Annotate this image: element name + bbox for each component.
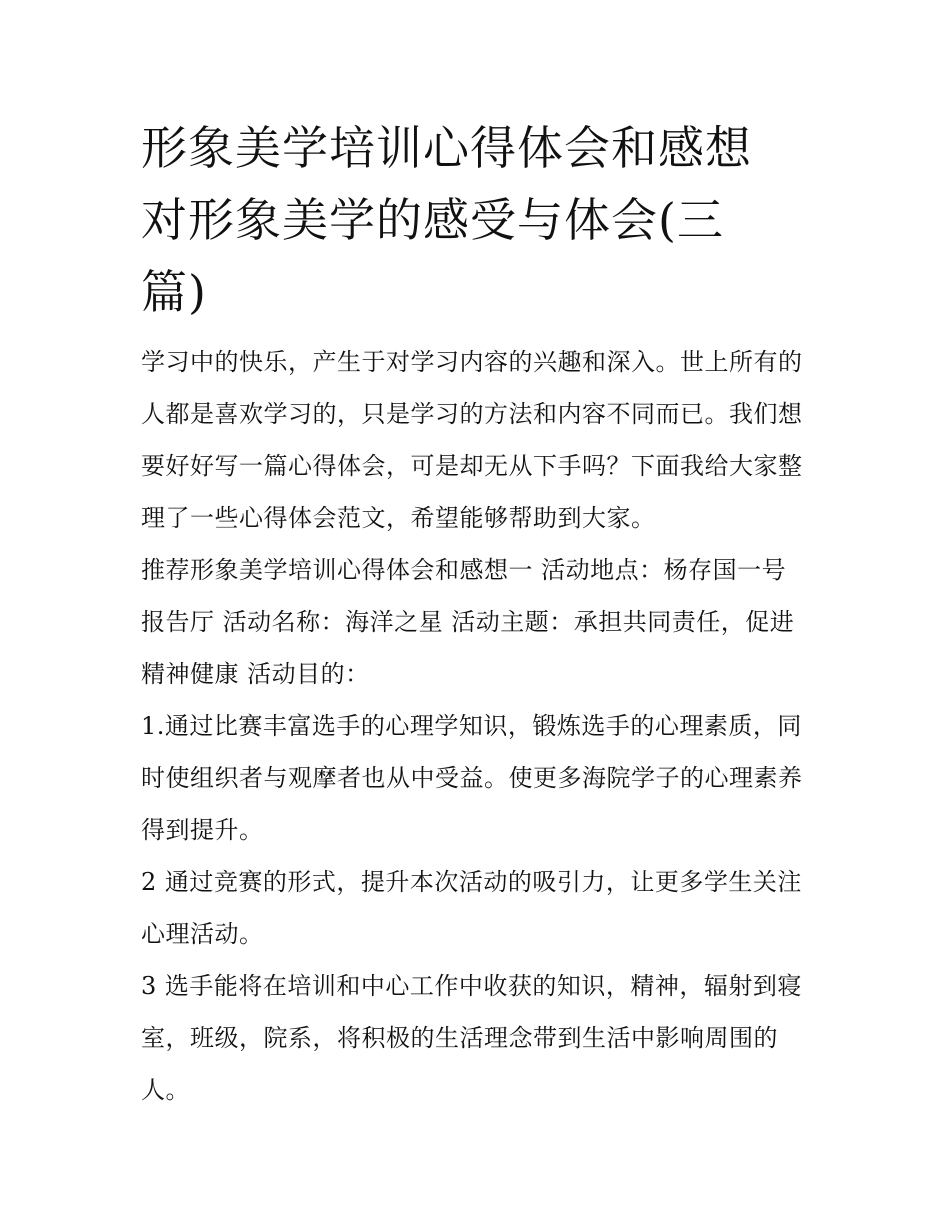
goal-item-1 (141, 700, 816, 856)
text-line: 得到提升。 (141, 816, 264, 844)
text-line: 精神健康 活动目的： (141, 660, 370, 688)
text-line: 2 通过竞赛的形式，提升本次活动的吸引力，让更多学生关注 (141, 868, 802, 896)
text-line: 心理活动。 (141, 920, 264, 948)
text-line: 要好好写一篇心得体会，可是却无从下手吗？下面我给大家整 (141, 452, 803, 480)
goal-item-2 (141, 856, 816, 960)
text-line: 推荐形象美学培训心得体会和感想一 活动地点：杨存国一号 (141, 556, 787, 584)
document-page (141, 112, 816, 1116)
activity-info-paragraph (141, 544, 816, 700)
title-line: 对形象美学的感受与体会(三 (141, 193, 724, 247)
text-line: 室，班级，院系，将积极的生活理念带到生活中影响周围的 (141, 1024, 778, 1052)
text-line: 时使组织者与观摩者也从中受益。使更多海院学子的心理素养 (141, 764, 803, 792)
text-line: 3 选手能将在培训和中心工作中收获的知识，精神，辐射到寝 (141, 972, 802, 1000)
text-line: 报告厅 活动名称：海洋之星 活动主题：承担共同责任，促进 (141, 608, 795, 636)
text-line: 人都是喜欢学习的，只是学习的方法和内容不同而已。我们想 (141, 400, 803, 428)
title-line: 形象美学培训心得体会和感想 (141, 121, 752, 175)
title-line: 篇) (141, 265, 207, 319)
text-line: 人。 (141, 1076, 190, 1104)
text-line: 学习中的快乐，产生于对学习内容的兴趣和深入。世上所有的 (141, 348, 803, 376)
document-title (141, 112, 816, 328)
text-line: 理了一些心得体会范文，希望能够帮助到大家。 (141, 504, 656, 532)
text-line: 1.通过比赛丰富选手的心理学知识，锻炼选手的心理素质，同 (141, 712, 802, 740)
goal-item-3 (141, 960, 816, 1116)
intro-paragraph (141, 336, 816, 544)
